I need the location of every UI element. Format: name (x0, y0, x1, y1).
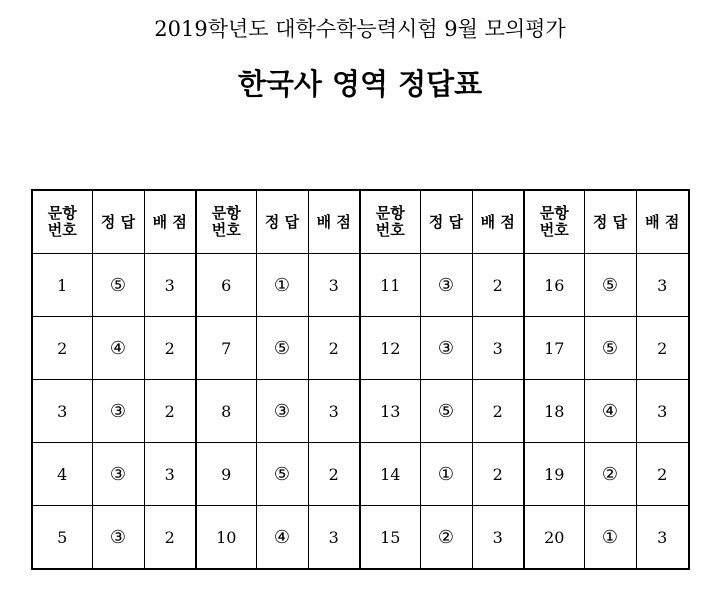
header-question-label-line1: 문항 (375, 204, 405, 222)
question-number: 12 (360, 317, 420, 380)
points-cell: 2 (308, 443, 360, 506)
header-question-label-line2: 번호 (47, 221, 77, 239)
points-cell: 3 (636, 380, 689, 443)
answer-cell: ③ (92, 380, 144, 443)
header-question-number (360, 190, 420, 254)
header-question-label-line2: 번호 (211, 221, 241, 239)
points-cell: 2 (144, 317, 196, 380)
header-answer: 정 답 (256, 190, 308, 254)
answer-cell: ⑤ (420, 380, 472, 443)
table-row (32, 380, 689, 443)
answer-cell: ③ (420, 254, 472, 317)
question-number: 2 (32, 317, 92, 380)
points-cell: 3 (308, 254, 360, 317)
header-answer: 정 답 (420, 190, 472, 254)
answer-cell: ⑤ (584, 317, 636, 380)
question-number: 6 (196, 254, 256, 317)
answer-cell: ③ (92, 443, 144, 506)
answer-cell: ④ (256, 506, 308, 570)
points-cell: 3 (144, 443, 196, 506)
answer-cell: ⑤ (584, 254, 636, 317)
answer-cell: ③ (420, 317, 472, 380)
question-number: 5 (32, 506, 92, 570)
points-cell: 3 (144, 254, 196, 317)
question-number: 7 (196, 317, 256, 380)
points-cell: 3 (636, 254, 689, 317)
answer-cell: ④ (92, 317, 144, 380)
answer-cell: ③ (256, 380, 308, 443)
points-cell: 3 (308, 506, 360, 570)
answer-cell: ⑤ (256, 317, 308, 380)
table-row (32, 317, 689, 380)
header-question-label-line1: 문항 (47, 204, 77, 222)
question-number: 19 (524, 443, 584, 506)
points-cell: 2 (636, 317, 689, 380)
header-question-number (32, 190, 92, 254)
header-question-label-line1: 문항 (539, 204, 569, 222)
header-question-number (524, 190, 584, 254)
header-question-label-line2: 번호 (375, 221, 405, 239)
question-number: 18 (524, 380, 584, 443)
question-number: 3 (32, 380, 92, 443)
question-number: 1 (32, 254, 92, 317)
points-cell: 3 (636, 506, 689, 570)
points-cell: 2 (472, 254, 524, 317)
page-title: 한국사 영역 정답표 (237, 67, 483, 101)
points-cell: 3 (308, 380, 360, 443)
header-question-label-line1: 문항 (211, 204, 241, 222)
table-row (32, 443, 689, 506)
header-answer: 정 답 (584, 190, 636, 254)
question-number: 13 (360, 380, 420, 443)
question-number: 20 (524, 506, 584, 570)
points-cell: 2 (636, 443, 689, 506)
answer-cell: ② (584, 443, 636, 506)
table-row (32, 506, 689, 570)
question-number: 10 (196, 506, 256, 570)
answer-cell: ④ (584, 380, 636, 443)
question-number: 14 (360, 443, 420, 506)
table-row (32, 254, 689, 317)
header-points: 배 점 (308, 190, 360, 254)
answer-cell: ① (584, 506, 636, 570)
header-question-label-line2: 번호 (539, 221, 569, 239)
answer-cell: ① (256, 254, 308, 317)
answer-cell: ⑤ (92, 254, 144, 317)
points-cell: 3 (472, 317, 524, 380)
points-cell: 2 (472, 380, 524, 443)
question-number: 15 (360, 506, 420, 570)
question-number: 4 (32, 443, 92, 506)
points-cell: 2 (472, 443, 524, 506)
question-number: 16 (524, 254, 584, 317)
question-number: 17 (524, 317, 584, 380)
answer-cell: ① (420, 443, 472, 506)
header-row (32, 190, 689, 254)
answer-table (31, 189, 690, 570)
header-points: 배 점 (472, 190, 524, 254)
points-cell: 2 (144, 506, 196, 570)
header-points: 배 점 (636, 190, 689, 254)
points-cell: 3 (472, 506, 524, 570)
answer-cell: ③ (92, 506, 144, 570)
question-number: 8 (196, 380, 256, 443)
header-points: 배 점 (144, 190, 196, 254)
points-cell: 2 (144, 380, 196, 443)
exam-subtitle: 2019학년도 대학수학능력시험 9월 모의평가 (154, 17, 566, 41)
header-answer: 정 답 (92, 190, 144, 254)
points-cell: 2 (308, 317, 360, 380)
answer-cell: ② (420, 506, 472, 570)
answer-cell: ⑤ (256, 443, 308, 506)
question-number: 9 (196, 443, 256, 506)
header-question-number (196, 190, 256, 254)
question-number: 11 (360, 254, 420, 317)
